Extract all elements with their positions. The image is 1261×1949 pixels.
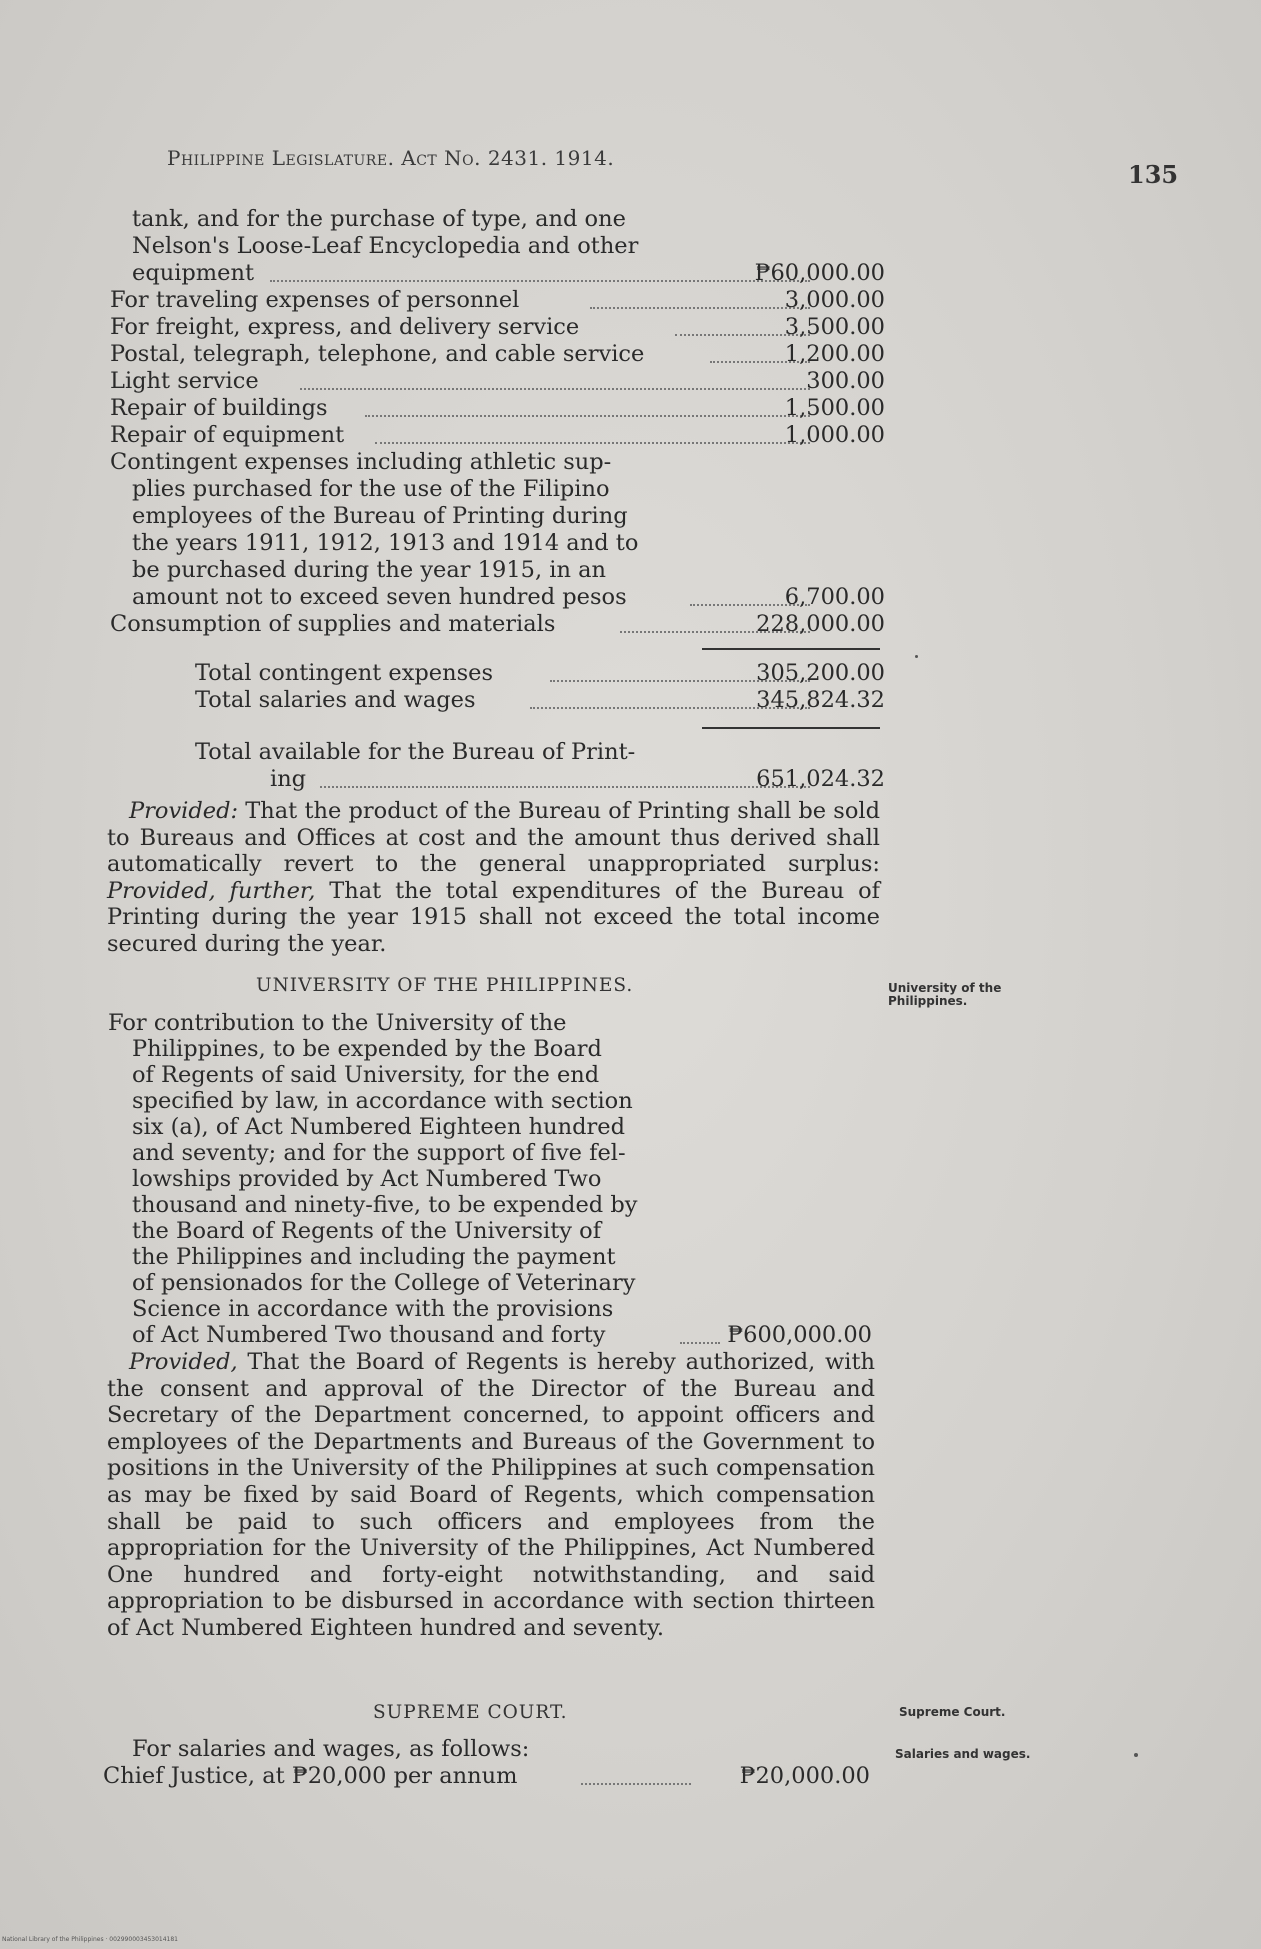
proviso-paragraph [107, 798, 880, 958]
item-amount: 1,500.00 [784, 395, 885, 421]
item-label: amount not to exceed seven hundred pesos [132, 584, 627, 610]
text-line: of pensionados for the College of Veterinary [132, 1270, 636, 1296]
margin-note: Supreme Court. [899, 1705, 1006, 1719]
item-label: Repair of equipment [110, 422, 345, 448]
item-amount: 305,200.00 [756, 660, 885, 686]
appropriation-item [110, 287, 885, 314]
text-line: Total available for the Bureau of Print- [195, 739, 636, 765]
item-label: Total contingent expenses [195, 660, 494, 686]
text-line: plies purchased for the use of the Filipino [132, 476, 610, 502]
item-amount: ₱600,000.00 [727, 1322, 872, 1348]
appropriation-item [110, 368, 885, 395]
leader-dots [300, 386, 810, 390]
proviso-text: That the Board of Regents is hereby authorized, with the consent and approval of the Director of the Bureau and Secretary of the Department concerned, to appoint officers and employees of the Departments and Bureaus of the Government to positions in the University of the Philippines at such compensation as may be fixed by said Board of Regents, which compensation shall be paid to such officers and employees from the appropriation for the University of the Philippines, Act Numbered One hundred and forty-eight notwithstanding, and said appropriation to be disbursed in accordance with section thirteen of Act Numbered Eighteen hundred and seventy. [107, 1349, 875, 1641]
total-rule [702, 727, 880, 729]
item-amount: 6,700.00 [784, 584, 885, 610]
item-amount: 1,200.00 [784, 341, 885, 367]
item-label: Consumption of supplies and materials [110, 611, 556, 637]
item-label: Postal, telegraph, telephone, and cable service [110, 341, 645, 367]
margin-note: Salaries and wages. [895, 1747, 1031, 1761]
text-line: six (a), of Act Numbered Eighteen hundred [132, 1114, 625, 1140]
text-line: tank, and for the purchase of type, and one [132, 206, 626, 232]
appropriation-item [110, 395, 885, 422]
text-line: Science in accordance with the provisions [132, 1296, 614, 1322]
text-line: Nelson's Loose-Leaf Encyclopedia and other [132, 233, 639, 259]
page-number: 135 [1128, 160, 1179, 189]
text-line: thousand and ninety-five, to be expended by [132, 1192, 638, 1218]
appropriation-item [110, 584, 885, 611]
appropriation-item [110, 314, 885, 341]
item-label: Repair of buildings [110, 395, 328, 421]
text-line: be purchased during the year 1915, in an [132, 557, 606, 583]
leader-dots [375, 440, 810, 444]
text-line: employees of the Bureau of Printing during [132, 503, 628, 529]
text-line: lowships provided by Act Numbered Two [132, 1166, 602, 1192]
item-amount: 300.00 [806, 368, 885, 394]
item-amount: ₱60,000.00 [754, 260, 885, 286]
page-speck [915, 655, 918, 658]
text-line: the Board of Regents of the University of [132, 1218, 602, 1244]
text-line: specified by law, in accordance with section [132, 1088, 633, 1114]
leader-dots [270, 278, 810, 282]
item-amount: 345,824.32 [756, 687, 885, 713]
item-label: For traveling expenses of personnel [110, 287, 520, 313]
text-line: For contribution to the University of the [108, 1010, 567, 1036]
item-label: For freight, express, and delivery service [110, 314, 580, 340]
item-label: Chief Justice, at ₱20,000 per annum [103, 1763, 518, 1789]
proviso-lead: Provided: [129, 798, 239, 824]
leader-dots [680, 1340, 720, 1344]
text-line: of Regents of said University, for the end [132, 1062, 600, 1088]
text-line: Philippines, to be expended by the Board [132, 1036, 602, 1062]
text-line: the years 1911, 1912, 1913 and 1914 and to [132, 530, 639, 556]
item-amount: 3,000.00 [784, 287, 885, 313]
total-item [110, 687, 885, 714]
appropriation-item [110, 1322, 872, 1349]
proviso-lead: Provided, further, [107, 877, 316, 904]
page-speck [1134, 1753, 1138, 1757]
appropriation-item [110, 611, 885, 638]
item-amount: 651,024.32 [756, 766, 885, 792]
appropriation-item [110, 260, 885, 287]
scan-footer: National Library of the Philippines · 002990003453014181 [2, 1936, 179, 1943]
section-heading: UNIVERSITY OF THE PHILIPPINES. [256, 975, 634, 996]
text-line: the Philippines and including the payment [132, 1244, 616, 1270]
appropriation-item [110, 341, 885, 368]
item-label: equipment [132, 260, 254, 286]
leader-dots [365, 413, 810, 417]
item-label: Total salaries and wages [195, 687, 476, 713]
item-label: Light service [110, 368, 259, 394]
item-amount: 1,000.00 [784, 422, 885, 448]
item-amount: 228,000.00 [756, 611, 885, 637]
proviso-text: That the product of the Bureau of Printing shall be sold to Bureaus and Offices at cost and the amount thus derived shall automatically revert to the general unappropriated surplus: [107, 798, 880, 878]
leader-dots [581, 1781, 691, 1785]
item-label: of Act Numbered Two thousand and forty [132, 1322, 606, 1348]
section-heading: SUPREME COURT. [373, 1702, 568, 1723]
proviso-paragraph [107, 1349, 875, 1642]
running-head: Philippine Legislature. Act No. 2431. 1914. [167, 146, 615, 170]
total-item [110, 766, 885, 793]
margin-note: University of the Philippines. [888, 981, 1002, 1008]
text-line: For salaries and wages, as follows: [132, 1736, 530, 1762]
leader-dots [320, 784, 810, 788]
total-item [110, 660, 885, 687]
leader-dots [590, 305, 810, 309]
proviso-text: That the total expenditures of the Bureau of Printing during the year 1915 shall not exceed the total income secured during the year. [107, 877, 880, 957]
item-amount: ₱20,000.00 [739, 1763, 870, 1789]
appropriation-item [110, 422, 885, 449]
text-line: Contingent expenses including athletic sup- [110, 449, 612, 475]
appropriation-item [103, 1763, 870, 1790]
text-line: and seventy; and for the support of five fel- [132, 1140, 626, 1166]
item-amount: 3,500.00 [784, 314, 885, 340]
total-rule [702, 648, 880, 650]
item-label: ing [270, 766, 307, 792]
proviso-lead: Provided, [129, 1349, 238, 1375]
